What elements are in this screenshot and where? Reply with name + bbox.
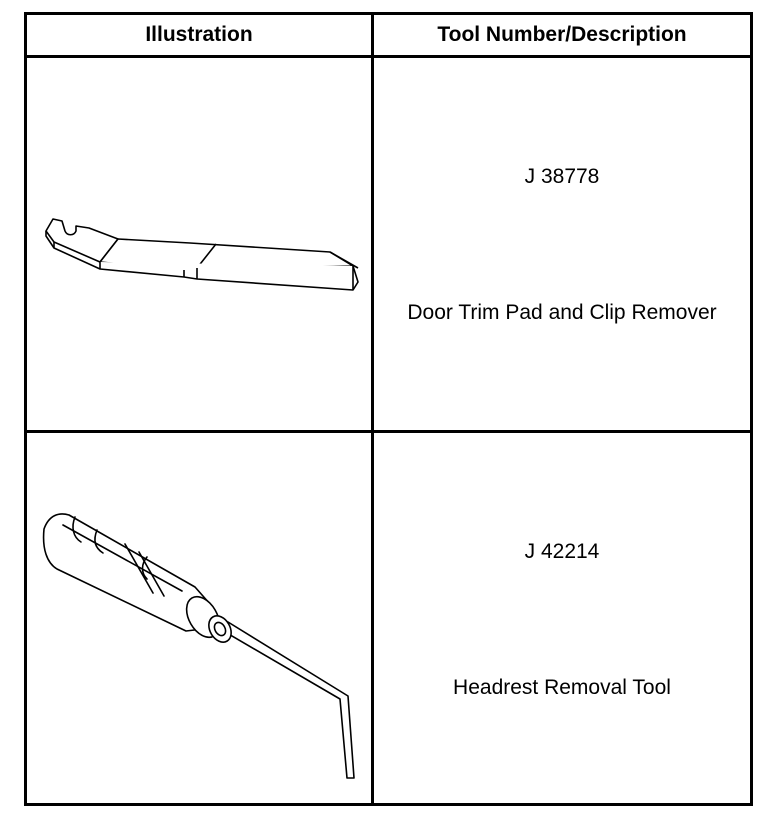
tool-description: Door Trim Pad and Clip Remover (407, 301, 717, 324)
tool-number: J 38778 (524, 165, 600, 188)
trim-pad-clip-remover-icon (27, 58, 371, 430)
headrest-removal-tool-icon (27, 433, 371, 803)
tool-description: Headrest Removal Tool (453, 676, 671, 699)
row-2-illustration-cell (27, 433, 371, 803)
tool-table (24, 12, 753, 806)
row-2-text-cell (374, 433, 750, 803)
header-tool-number-description: Tool Number/Description (437, 23, 687, 46)
tool-number: J 42214 (524, 540, 600, 563)
row-1-illustration-cell (27, 58, 371, 430)
header-illustration: Illustration (145, 23, 253, 46)
row-1-text-cell (374, 58, 750, 430)
